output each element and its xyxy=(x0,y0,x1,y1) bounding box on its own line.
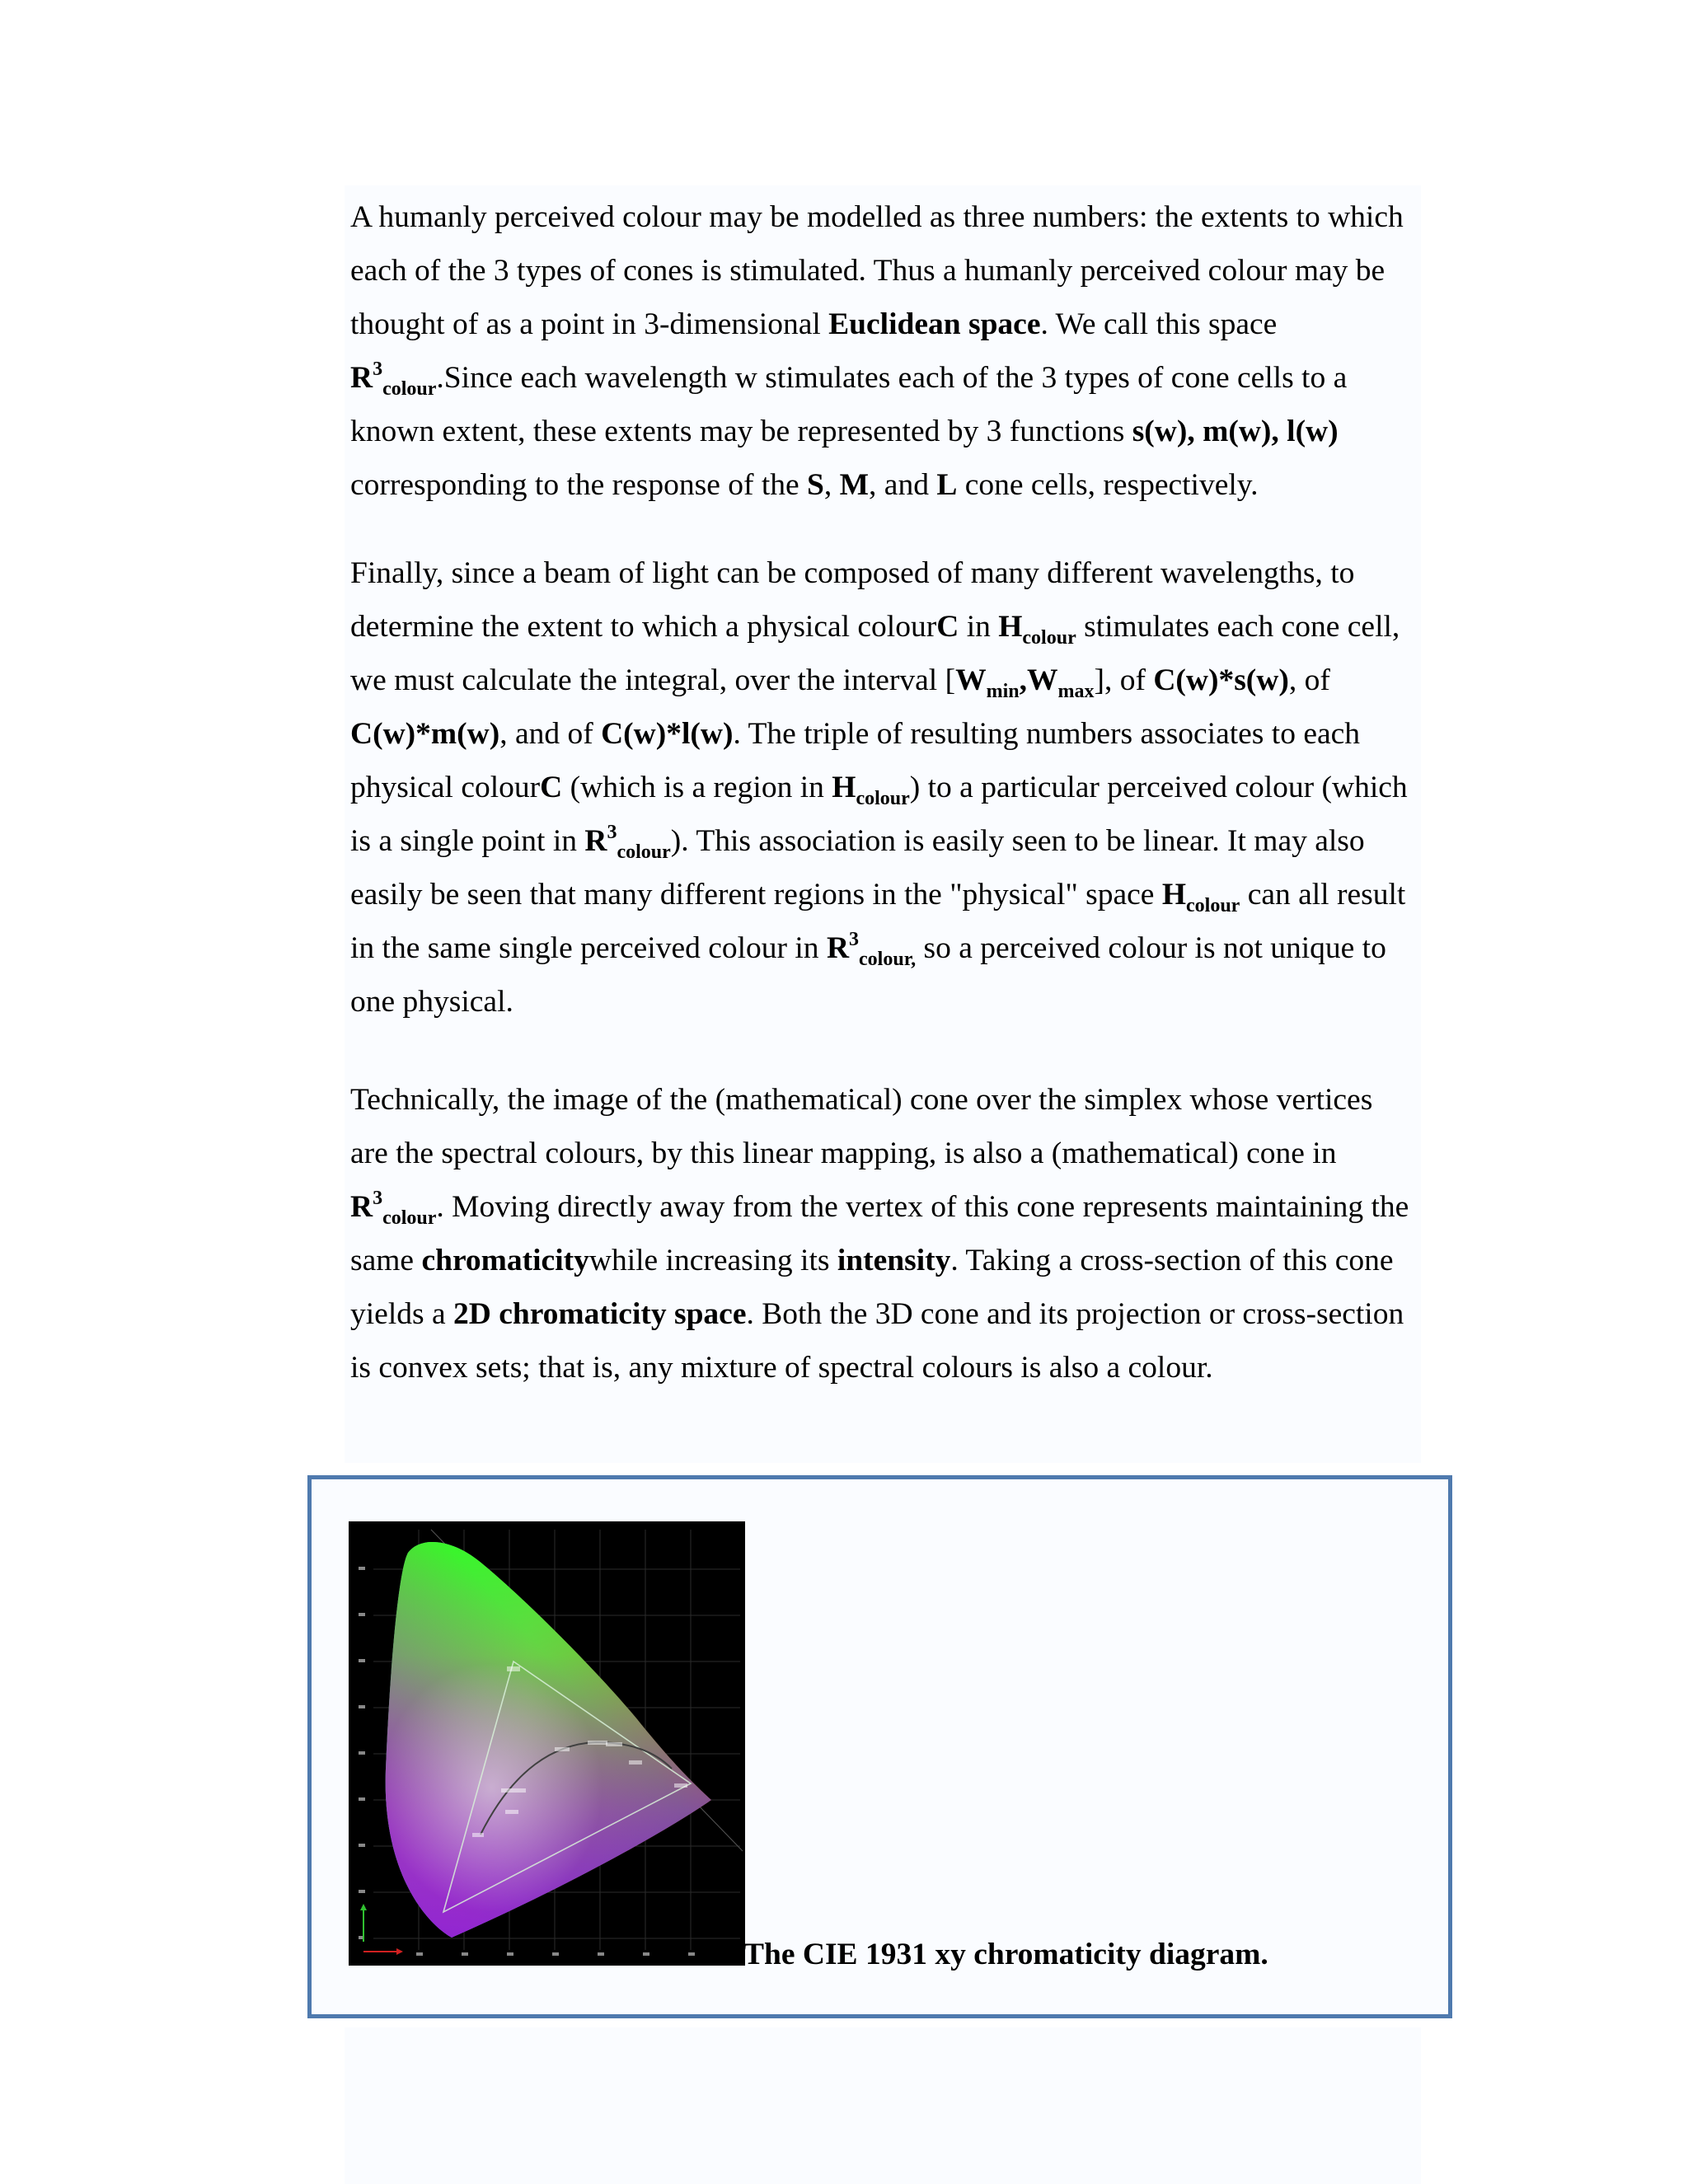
paragraph-colour-model xyxy=(350,190,1422,512)
text-line: Finally, since a beam of light can be composed of many different wavelengths, to xyxy=(350,556,1355,590)
text-line: C(w)*m(w), and of C(w)*l(w). The triple of resulting numbers associates to each xyxy=(350,717,1360,751)
text-line: in the same single perceived colour in $R^3_{colour,}$ so a perceived colour is not unique to xyxy=(350,929,1386,970)
text-line: easily be seen that many different regions in the "physical" space $H_{colour}$ can all result xyxy=(350,878,1406,916)
cie-chromaticity-diagram-image xyxy=(349,1521,745,1966)
text-line: A humanly perceived colour may be modelled as three numbers: the extents to which xyxy=(350,200,1404,234)
text-line: same chromaticitywhile increasing its intensity. Taking a cross-section of this cone xyxy=(350,1244,1394,1277)
text-line: known extent, these extents may be represented by 3 functions s(w), m(w), l(w) xyxy=(350,415,1339,448)
term-cone-functions: s(w), m(w), l(w) xyxy=(1132,415,1339,448)
figure-caption: The CIE 1931 xy chromaticity diagram. xyxy=(743,1938,1268,1971)
text-line: thought of as a point in 3-dimensional Euclidean space. We call this space xyxy=(350,307,1278,341)
term-chromaticity: chromaticity xyxy=(421,1244,589,1277)
paragraph-chromaticity xyxy=(350,1073,1422,1394)
content-panel-lower xyxy=(345,2027,1421,2184)
text-line: $R^3_{colour}.Since$ each wavelength w stimulates each of the 3 types of cone cells to a xyxy=(350,359,1348,400)
text-line: yields a 2D chromaticity space. Both the 3D cone and its projection or cross-section xyxy=(350,1297,1404,1331)
paragraph-integral xyxy=(350,546,1422,1029)
text-line: corresponding to the response of the S, M, and L cone cells, respectively. xyxy=(350,468,1259,502)
term-euclidean-space: Euclidean space xyxy=(828,307,1041,341)
term-2d-chromaticity-space: 2D chromaticity space xyxy=(452,1297,747,1331)
text-line: each of the 3 types of cones is stimulated. Thus a humanly perceived colour may be xyxy=(350,254,1386,288)
symbol-r: R xyxy=(350,361,373,395)
text-line: Technically, the image of the (mathematical) cone over the simplex whose vertices xyxy=(350,1083,1373,1117)
text-line: is a single point in $R^3_{colour}$). This association is easily seen to be linear. It may also xyxy=(350,822,1365,863)
text-line: physical colourC (which is a region in $H_{colour}$) to a particular perceived colour (which xyxy=(350,771,1408,809)
term-intensity: intensity xyxy=(837,1244,951,1277)
text-line: $R^3_{colour}$. Moving directly away from the vertex of this cone represents maintaining the xyxy=(350,1188,1409,1229)
text-line: are the spectral colours, by this linear mapping, is also a (mathematical) cone in xyxy=(350,1137,1337,1170)
text-line: one physical. xyxy=(350,985,513,1019)
text-line: is convex sets; that is, any mixture of spectral colours is also a colour. xyxy=(350,1351,1213,1385)
text-line: determine the extent to which a physical colourC in $H_{colour}$ stimulates each cone cell, xyxy=(350,610,1400,649)
text-line: we must calculate the integral, over the interval $[W_{min},W_{max}]$, of C(w)*s(w), of xyxy=(350,663,1330,702)
